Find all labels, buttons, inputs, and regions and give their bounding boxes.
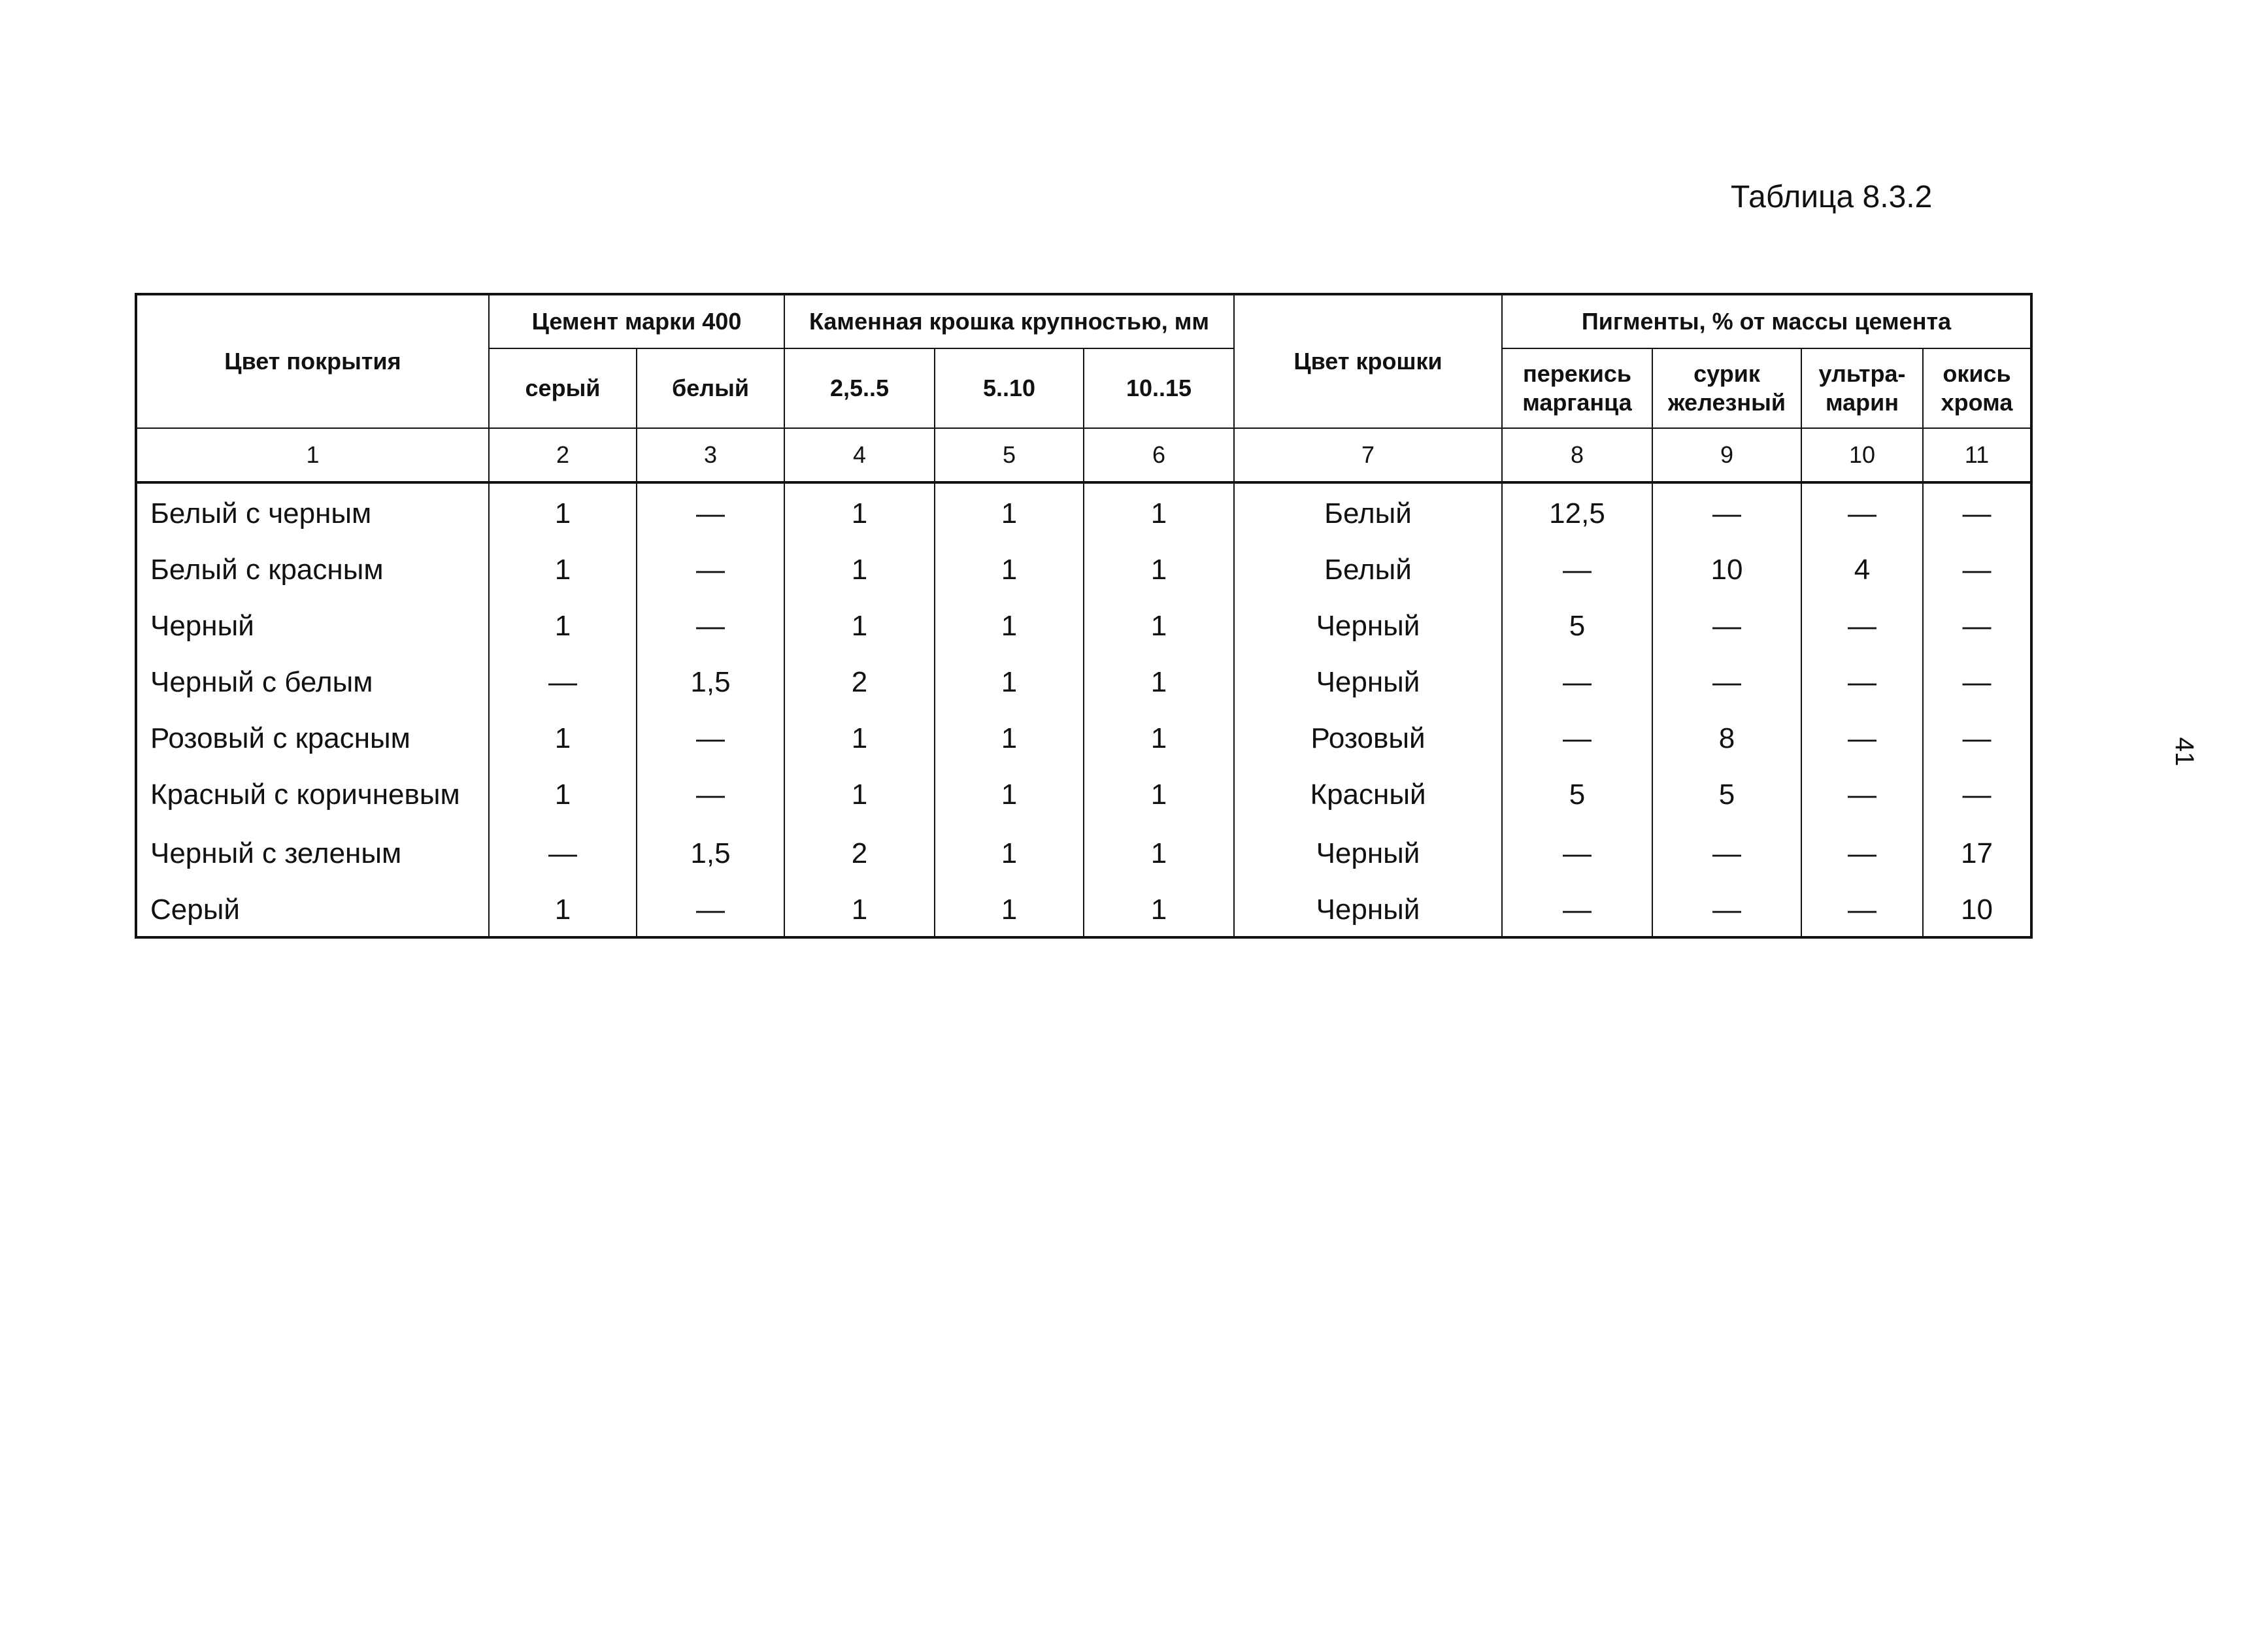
cell-value: 12,5 [1502, 482, 1652, 540]
cell-value: — [1502, 880, 1652, 937]
cell-value: — [637, 765, 784, 824]
cell-value: 1 [784, 540, 935, 596]
cell-value: — [489, 824, 637, 880]
cell-value: 1 [1084, 540, 1234, 596]
header-pigment-ultramarine: ультра-марин [1801, 348, 1923, 428]
cell-value: 1 [935, 652, 1084, 709]
cell-value: 4 [1801, 540, 1923, 596]
column-number: 10 [1801, 428, 1923, 482]
cell-value: 1 [935, 824, 1084, 880]
table-row [136, 482, 2031, 540]
column-number: 8 [1502, 428, 1652, 482]
cell-value: — [1502, 652, 1652, 709]
cell-value: — [1801, 596, 1923, 652]
header-row-1 [136, 294, 2031, 348]
cell-value: — [1502, 540, 1652, 596]
cell-value: 2 [784, 824, 935, 880]
cell-value: 1 [935, 596, 1084, 652]
header-crumb-size-1: 2,5..5 [784, 348, 935, 428]
cell-coating-color: Черный с белым [136, 652, 489, 709]
cell-value: 1 [1084, 652, 1234, 709]
cell-value: 5 [1502, 765, 1652, 824]
cell-crumb-color: Белый [1234, 540, 1502, 596]
header-cement-group: Цемент марки 400 [489, 294, 784, 348]
cell-value: — [1652, 824, 1801, 880]
cell-value: — [1923, 540, 2031, 596]
header-crumb-color: Цвет крошки [1234, 294, 1502, 428]
cell-crumb-color: Розовый [1234, 709, 1502, 765]
cell-value: — [637, 540, 784, 596]
cell-coating-color: Серый [136, 880, 489, 937]
cell-coating-color: Белый с черным [136, 482, 489, 540]
cell-crumb-color: Черный [1234, 880, 1502, 937]
cell-value: 1 [935, 709, 1084, 765]
cell-value: — [1923, 482, 2031, 540]
header-pigment-iron-minium: сурик железный [1652, 348, 1801, 428]
cell-value: — [1801, 824, 1923, 880]
cell-value: 1 [1084, 482, 1234, 540]
column-number: 3 [637, 428, 784, 482]
header-color-coating: Цвет покрытия [136, 294, 489, 428]
header-crumb-size-3: 10..15 [1084, 348, 1234, 428]
cell-value: 1 [489, 880, 637, 937]
cell-value: 1 [935, 482, 1084, 540]
table-row [136, 880, 2031, 937]
cell-value: 1 [489, 540, 637, 596]
cell-value: — [637, 596, 784, 652]
cell-value: 1,5 [637, 652, 784, 709]
cell-value: 1 [1084, 824, 1234, 880]
cell-coating-color: Белый с красным [136, 540, 489, 596]
cell-value: — [637, 709, 784, 765]
cell-value: — [1652, 482, 1801, 540]
cell-value: — [1652, 596, 1801, 652]
column-number: 2 [489, 428, 637, 482]
cell-value: — [1923, 596, 2031, 652]
cell-value: 1 [784, 765, 935, 824]
cell-value: 1,5 [637, 824, 784, 880]
cell-value: 1 [489, 709, 637, 765]
cell-value: 1 [489, 765, 637, 824]
header-crumb-group: Каменная крошка крупностью, мм [784, 294, 1234, 348]
cell-value: 1 [1084, 880, 1234, 937]
cell-value: 2 [784, 652, 935, 709]
cell-value: 1 [1084, 596, 1234, 652]
cell-value: 5 [1502, 596, 1652, 652]
cell-value: — [1923, 652, 2031, 709]
cell-value: — [1923, 709, 2031, 765]
cell-value: 1 [935, 880, 1084, 937]
cell-coating-color: Черный с зеленым [136, 824, 489, 880]
table-caption: Таблица 8.3.2 [1731, 180, 1933, 214]
cell-value: 1 [935, 540, 1084, 596]
table-row [136, 709, 2031, 765]
column-number: 11 [1923, 428, 2031, 482]
cell-crumb-color: Белый [1234, 482, 1502, 540]
cell-value: — [1801, 709, 1923, 765]
mix-table [135, 293, 2033, 939]
column-number: 5 [935, 428, 1084, 482]
table-row [136, 765, 2031, 824]
cell-value: — [1502, 709, 1652, 765]
cell-value: — [1801, 482, 1923, 540]
column-number: 4 [784, 428, 935, 482]
cell-crumb-color: Черный [1234, 596, 1502, 652]
cell-crumb-color: Черный [1234, 652, 1502, 709]
cell-value: 10 [1652, 540, 1801, 596]
cell-crumb-color: Черный [1234, 824, 1502, 880]
cell-coating-color: Розовый с красным [136, 709, 489, 765]
column-number: 1 [136, 428, 489, 482]
header-crumb-size-2: 5..10 [935, 348, 1084, 428]
cell-value: — [1502, 824, 1652, 880]
header-cement-grey: серый [489, 348, 637, 428]
cell-value: — [1801, 765, 1923, 824]
column-number: 7 [1234, 428, 1502, 482]
cell-value: 17 [1923, 824, 2031, 880]
header-pigment-manganese: перекись марганца [1502, 348, 1652, 428]
cell-value: 1 [784, 709, 935, 765]
page-number: 41 [2170, 737, 2199, 767]
table-row [136, 652, 2031, 709]
header-pigments-group: Пигменты, % от массы цемента [1502, 294, 2031, 348]
cell-crumb-color: Красный [1234, 765, 1502, 824]
cell-value: — [1801, 652, 1923, 709]
header-cement-white: белый [637, 348, 784, 428]
cell-coating-color: Красный с коричневым [136, 765, 489, 824]
table-row [136, 824, 2031, 880]
cell-value: 8 [1652, 709, 1801, 765]
cell-value: 1 [1084, 709, 1234, 765]
cell-value: — [637, 482, 784, 540]
cell-value: — [1923, 765, 2031, 824]
cell-value: 5 [1652, 765, 1801, 824]
cell-value: 1 [784, 880, 935, 937]
cell-value: — [637, 880, 784, 937]
column-number: 9 [1652, 428, 1801, 482]
cell-value: — [1652, 652, 1801, 709]
cell-value: 1 [489, 482, 637, 540]
cell-value: 10 [1923, 880, 2031, 937]
header-pigment-chromium-oxide: окись хрома [1923, 348, 2031, 428]
cell-value: 1 [784, 596, 935, 652]
column-number-row [136, 428, 2031, 482]
cell-value: — [489, 652, 637, 709]
cell-value: 1 [935, 765, 1084, 824]
cell-coating-color: Черный [136, 596, 489, 652]
cell-value: 1 [1084, 765, 1234, 824]
table-row [136, 596, 2031, 652]
column-number: 6 [1084, 428, 1234, 482]
cell-value: 1 [784, 482, 935, 540]
table-row [136, 540, 2031, 596]
cell-value: 1 [489, 596, 637, 652]
cell-value: — [1652, 880, 1801, 937]
cell-value: — [1801, 880, 1923, 937]
